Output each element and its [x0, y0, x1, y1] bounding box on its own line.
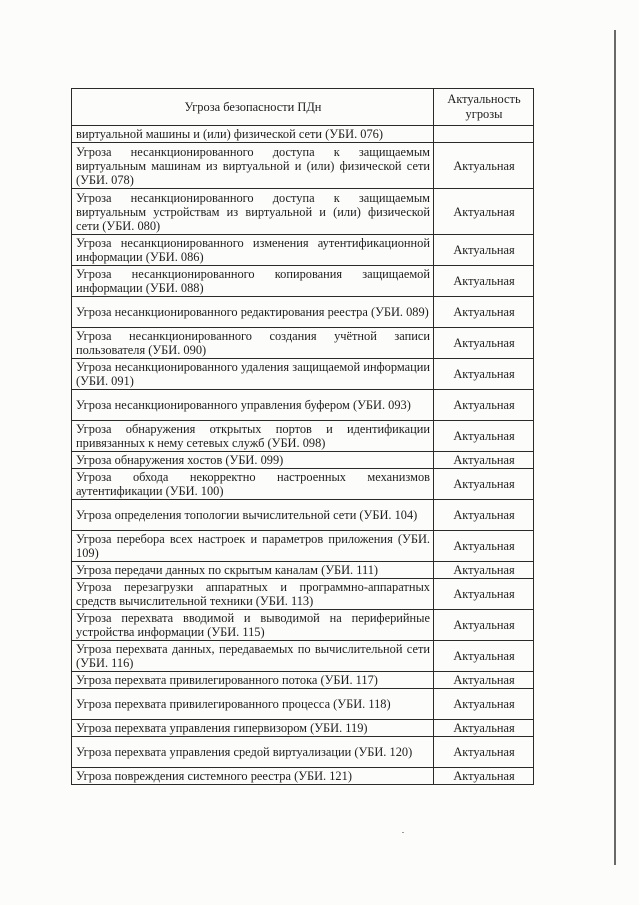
status-cell: Актуальная [434, 672, 534, 689]
threat-cell: Угроза несанкционированного редактирования реестра (УБИ. 089) [72, 297, 434, 328]
threat-cell: Угроза несанкционированного удаления защищаемой информации (УБИ. 091) [72, 359, 434, 390]
table-row [72, 672, 534, 689]
status-cell: Актуальная [434, 189, 534, 235]
table-row [72, 469, 534, 500]
status-cell: Актуальная [434, 390, 534, 421]
scan-speck [402, 832, 404, 833]
status-cell: Актуальная [434, 579, 534, 610]
table-row [72, 189, 534, 235]
status-cell: Актуальная [434, 235, 534, 266]
threat-cell: Угроза обхода некорректно настроенных механизмов аутентификации (УБИ. 100) [72, 469, 434, 500]
status-cell: Актуальная [434, 531, 534, 562]
status-cell: Актуальная [434, 500, 534, 531]
threat-cell: Угроза повреждения системного реестра (УБИ. 121) [72, 768, 434, 785]
status-cell: Актуальная [434, 143, 534, 189]
status-cell: Актуальная [434, 768, 534, 785]
threat-cell: Угроза обнаружения открытых портов и идентификации привязанных к нему сетевых служб (УБИ. 098) [72, 421, 434, 452]
status-cell: Актуальная [434, 562, 534, 579]
threat-cell: Угроза несанкционированного копирования защищаемой информации (УБИ. 088) [72, 266, 434, 297]
threat-cell: Угроза перезагрузки аппаратных и программно-аппаратных средств вычислительной техники (УБИ. 113) [72, 579, 434, 610]
table-row [72, 143, 534, 189]
threat-cell: Угроза перебора всех настроек и параметров приложения (УБИ. 109) [72, 531, 434, 562]
table-row [72, 641, 534, 672]
threat-cell: Угроза передачи данных по скрытым каналам (УБИ. 111) [72, 562, 434, 579]
threat-cell: Угроза перехвата привилегированного процесса (УБИ. 118) [72, 689, 434, 720]
table-row [72, 610, 534, 641]
threat-cell: Угроза несанкционированного создания учётной записи пользователя (УБИ. 090) [72, 328, 434, 359]
table-row [72, 328, 534, 359]
threat-cell: Угроза несанкционированного изменения аутентификационной информации (УБИ. 086) [72, 235, 434, 266]
table-row [72, 768, 534, 785]
status-cell: Актуальная [434, 421, 534, 452]
table-row [72, 531, 534, 562]
table-row [72, 689, 534, 720]
table-row [72, 359, 534, 390]
table-row [72, 720, 534, 737]
table-row-continuation [72, 126, 534, 143]
status-cell [434, 126, 534, 143]
threat-cell: Угроза несанкционированного доступа к защищаемым виртуальным устройствам из виртуальной и (или) физической сети (УБИ. 080) [72, 189, 434, 235]
header-relevance: Актуальность угрозы [434, 89, 534, 126]
table-row [72, 235, 534, 266]
table-row [72, 297, 534, 328]
status-cell: Актуальная [434, 266, 534, 297]
status-cell: Актуальная [434, 469, 534, 500]
header-threat: Угроза безопасности ПДн [72, 89, 434, 126]
threat-cell: Угроза несанкционированного доступа к защищаемым виртуальным машинам из виртуальной и (или) физической сети (УБИ. 078) [72, 143, 434, 189]
status-cell: Актуальная [434, 689, 534, 720]
threat-cell: виртуальной машины и (или) физической сети (УБИ. 076) [72, 126, 434, 143]
table-header-row [72, 89, 534, 126]
table-row [72, 562, 534, 579]
table-row [72, 266, 534, 297]
threat-relevance-table [71, 88, 534, 785]
table-row [72, 737, 534, 768]
table-row [72, 579, 534, 610]
threat-cell: Угроза перехвата вводимой и выводимой на периферийные устройства информации (УБИ. 115) [72, 610, 434, 641]
status-cell: Актуальная [434, 737, 534, 768]
threat-cell: Угроза перехвата управления средой виртуализации (УБИ. 120) [72, 737, 434, 768]
status-cell: Актуальная [434, 359, 534, 390]
table-row [72, 500, 534, 531]
threat-cell: Угроза несанкционированного управления буфером (УБИ. 093) [72, 390, 434, 421]
table-row [72, 452, 534, 469]
threat-cell: Угроза перехвата управления гипервизором (УБИ. 119) [72, 720, 434, 737]
status-cell: Актуальная [434, 641, 534, 672]
threat-cell: Угроза перехвата привилегированного потока (УБИ. 117) [72, 672, 434, 689]
status-cell: Актуальная [434, 452, 534, 469]
scan-edge-line [614, 30, 616, 865]
status-cell: Актуальная [434, 328, 534, 359]
table-row [72, 421, 534, 452]
table-row [72, 390, 534, 421]
status-cell: Актуальная [434, 720, 534, 737]
threat-cell: Угроза обнаружения хостов (УБИ. 099) [72, 452, 434, 469]
status-cell: Актуальная [434, 297, 534, 328]
threat-cell: Угроза перехвата данных, передаваемых по вычислительной сети (УБИ. 116) [72, 641, 434, 672]
threat-cell: Угроза определения топологии вычислительной сети (УБИ. 104) [72, 500, 434, 531]
status-cell: Актуальная [434, 610, 534, 641]
